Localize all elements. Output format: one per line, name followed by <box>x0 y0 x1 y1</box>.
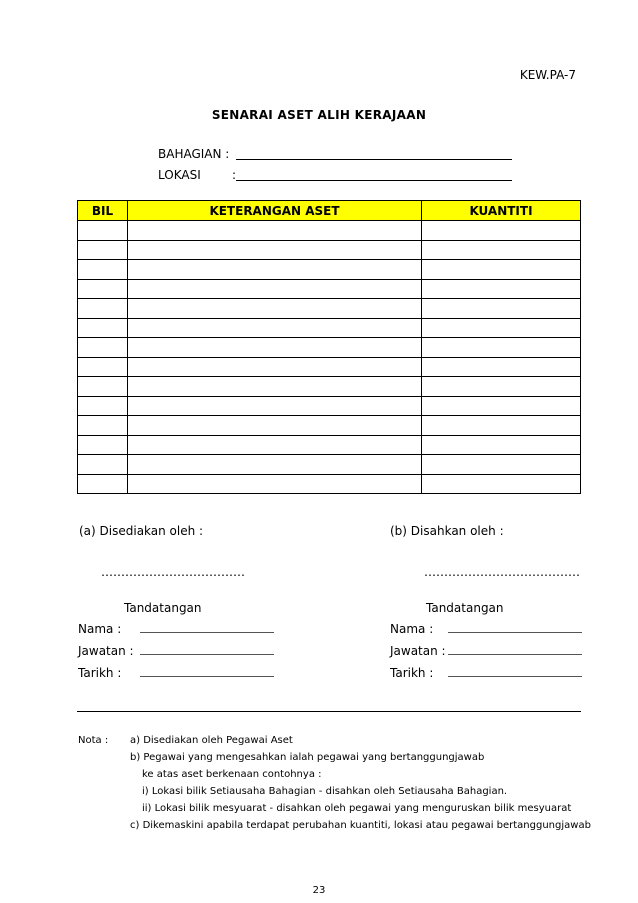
keterangan-cell[interactable] <box>128 455 422 475</box>
nama-field-left[interactable] <box>140 631 274 633</box>
tarikh-field-right[interactable] <box>448 675 582 677</box>
kuantiti-cell[interactable] <box>422 474 581 494</box>
table-row <box>78 318 581 338</box>
bil-cell[interactable] <box>78 318 128 338</box>
kuantiti-cell[interactable] <box>422 377 581 397</box>
bil-cell[interactable] <box>78 435 128 455</box>
table-row <box>78 240 581 260</box>
keterangan-cell[interactable] <box>128 377 422 397</box>
jawatan-label: Jawatan : <box>78 644 134 658</box>
tarikh-label: Tarikh : <box>78 666 122 680</box>
table-row <box>78 299 581 319</box>
keterangan-cell[interactable] <box>128 338 422 358</box>
table-row <box>78 221 581 241</box>
signature-caption-right: Tandatangan <box>426 601 504 615</box>
kuantiti-cell[interactable] <box>422 416 581 436</box>
page-number: 23 <box>312 885 326 896</box>
col-header-bil: BIL <box>78 201 128 221</box>
tarikh-field-left[interactable] <box>140 675 274 677</box>
kuantiti-cell[interactable] <box>422 396 581 416</box>
kuantiti-cell[interactable] <box>422 260 581 280</box>
kuantiti-cell[interactable] <box>422 299 581 319</box>
bil-cell[interactable] <box>78 338 128 358</box>
document-title: SENARAI ASET ALIH KERAJAAN <box>211 108 427 122</box>
table-row <box>78 396 581 416</box>
table-row <box>78 357 581 377</box>
note-line: ii) Lokasi bilik mesyuarat - disahkan oleh pegawai yang menguruskan bilik mesyuarat <box>142 803 572 814</box>
bil-cell[interactable] <box>78 377 128 397</box>
note-line: i) Lokasi bilik Setiausaha Bahagian - disahkan oleh Setiausaha Bahagian. <box>142 786 508 797</box>
keterangan-cell[interactable] <box>128 279 422 299</box>
keterangan-cell[interactable] <box>128 299 422 319</box>
keterangan-cell[interactable] <box>128 357 422 377</box>
table-row <box>78 455 581 475</box>
bil-cell[interactable] <box>78 357 128 377</box>
table-row <box>78 416 581 436</box>
kuantiti-cell[interactable] <box>422 455 581 475</box>
keterangan-cell[interactable] <box>128 221 422 241</box>
jawatan-label: Jawatan : <box>390 644 446 658</box>
lokasi-row <box>158 168 512 182</box>
keterangan-cell[interactable] <box>128 396 422 416</box>
section-divider <box>77 711 581 712</box>
lokasi-label: LOKASI : <box>158 168 237 182</box>
nama-field-right[interactable] <box>448 631 582 633</box>
kuantiti-cell[interactable] <box>422 240 581 260</box>
jawatan-field-right[interactable] <box>448 653 582 655</box>
bahagian-label: BAHAGIAN : <box>158 147 230 161</box>
bil-cell[interactable] <box>78 240 128 260</box>
table-row <box>78 474 581 494</box>
signature-caption-left: Tandatangan <box>124 601 202 615</box>
bahagian-field[interactable] <box>236 159 512 160</box>
kuantiti-cell[interactable] <box>422 338 581 358</box>
keterangan-cell[interactable] <box>128 240 422 260</box>
note-line: b) Pegawai yang mengesahkan ialah pegawai yang bertanggungjawab <box>130 752 485 763</box>
nama-row-left <box>78 622 274 636</box>
notes-label: Nota : <box>78 735 109 746</box>
jawatan-row-right <box>390 644 582 658</box>
table-header-row <box>78 201 581 221</box>
kuantiti-cell[interactable] <box>422 221 581 241</box>
table-row <box>78 279 581 299</box>
keterangan-cell[interactable] <box>128 416 422 436</box>
note-line: a) Disediakan oleh Pegawai Aset <box>130 735 293 746</box>
form-code: KEW.PA-7 <box>519 68 576 82</box>
nama-row-right <box>390 622 582 636</box>
tarikh-row-left <box>78 666 274 680</box>
asset-table <box>77 200 581 494</box>
bil-cell[interactable] <box>78 299 128 319</box>
bil-cell[interactable] <box>78 260 128 280</box>
jawatan-row-left <box>78 644 274 658</box>
keterangan-cell[interactable] <box>128 435 422 455</box>
keterangan-cell[interactable] <box>128 318 422 338</box>
bil-cell[interactable] <box>78 416 128 436</box>
kuantiti-cell[interactable] <box>422 279 581 299</box>
kuantiti-cell[interactable] <box>422 318 581 338</box>
nama-label: Nama : <box>78 622 122 636</box>
keterangan-cell[interactable] <box>128 260 422 280</box>
table-row <box>78 377 581 397</box>
table-row <box>78 260 581 280</box>
prepared-by-label: (a) Disediakan oleh : <box>79 524 204 538</box>
col-header-keterangan: KETERANGAN ASET <box>128 201 422 221</box>
kuantiti-cell[interactable] <box>422 435 581 455</box>
lokasi-field[interactable] <box>236 180 512 181</box>
jawatan-field-left[interactable] <box>140 653 274 655</box>
tarikh-row-right <box>390 666 582 680</box>
col-header-kuantiti: KUANTITI <box>422 201 581 221</box>
bahagian-row <box>158 147 512 161</box>
kuantiti-cell[interactable] <box>422 357 581 377</box>
signature-line-left[interactable]: ……………………………… <box>101 565 245 579</box>
bil-cell[interactable] <box>78 279 128 299</box>
nama-label: Nama : <box>390 622 434 636</box>
bil-cell[interactable] <box>78 474 128 494</box>
tarikh-label: Tarikh : <box>390 666 434 680</box>
bil-cell[interactable] <box>78 455 128 475</box>
note-line: ke atas aset berkenaan contohnya : <box>142 769 322 780</box>
note-line: c) Dikemaskini apabila terdapat perubahan kuantiti, lokasi atau pegawai bertanggungjawab <box>130 820 591 831</box>
table-row <box>78 435 581 455</box>
bil-cell[interactable] <box>78 221 128 241</box>
approved-by-label: (b) Disahkan oleh : <box>390 524 504 538</box>
table-row <box>78 338 581 358</box>
keterangan-cell[interactable] <box>128 474 422 494</box>
signature-line-right[interactable]: ………………………………… <box>424 565 580 579</box>
bil-cell[interactable] <box>78 396 128 416</box>
